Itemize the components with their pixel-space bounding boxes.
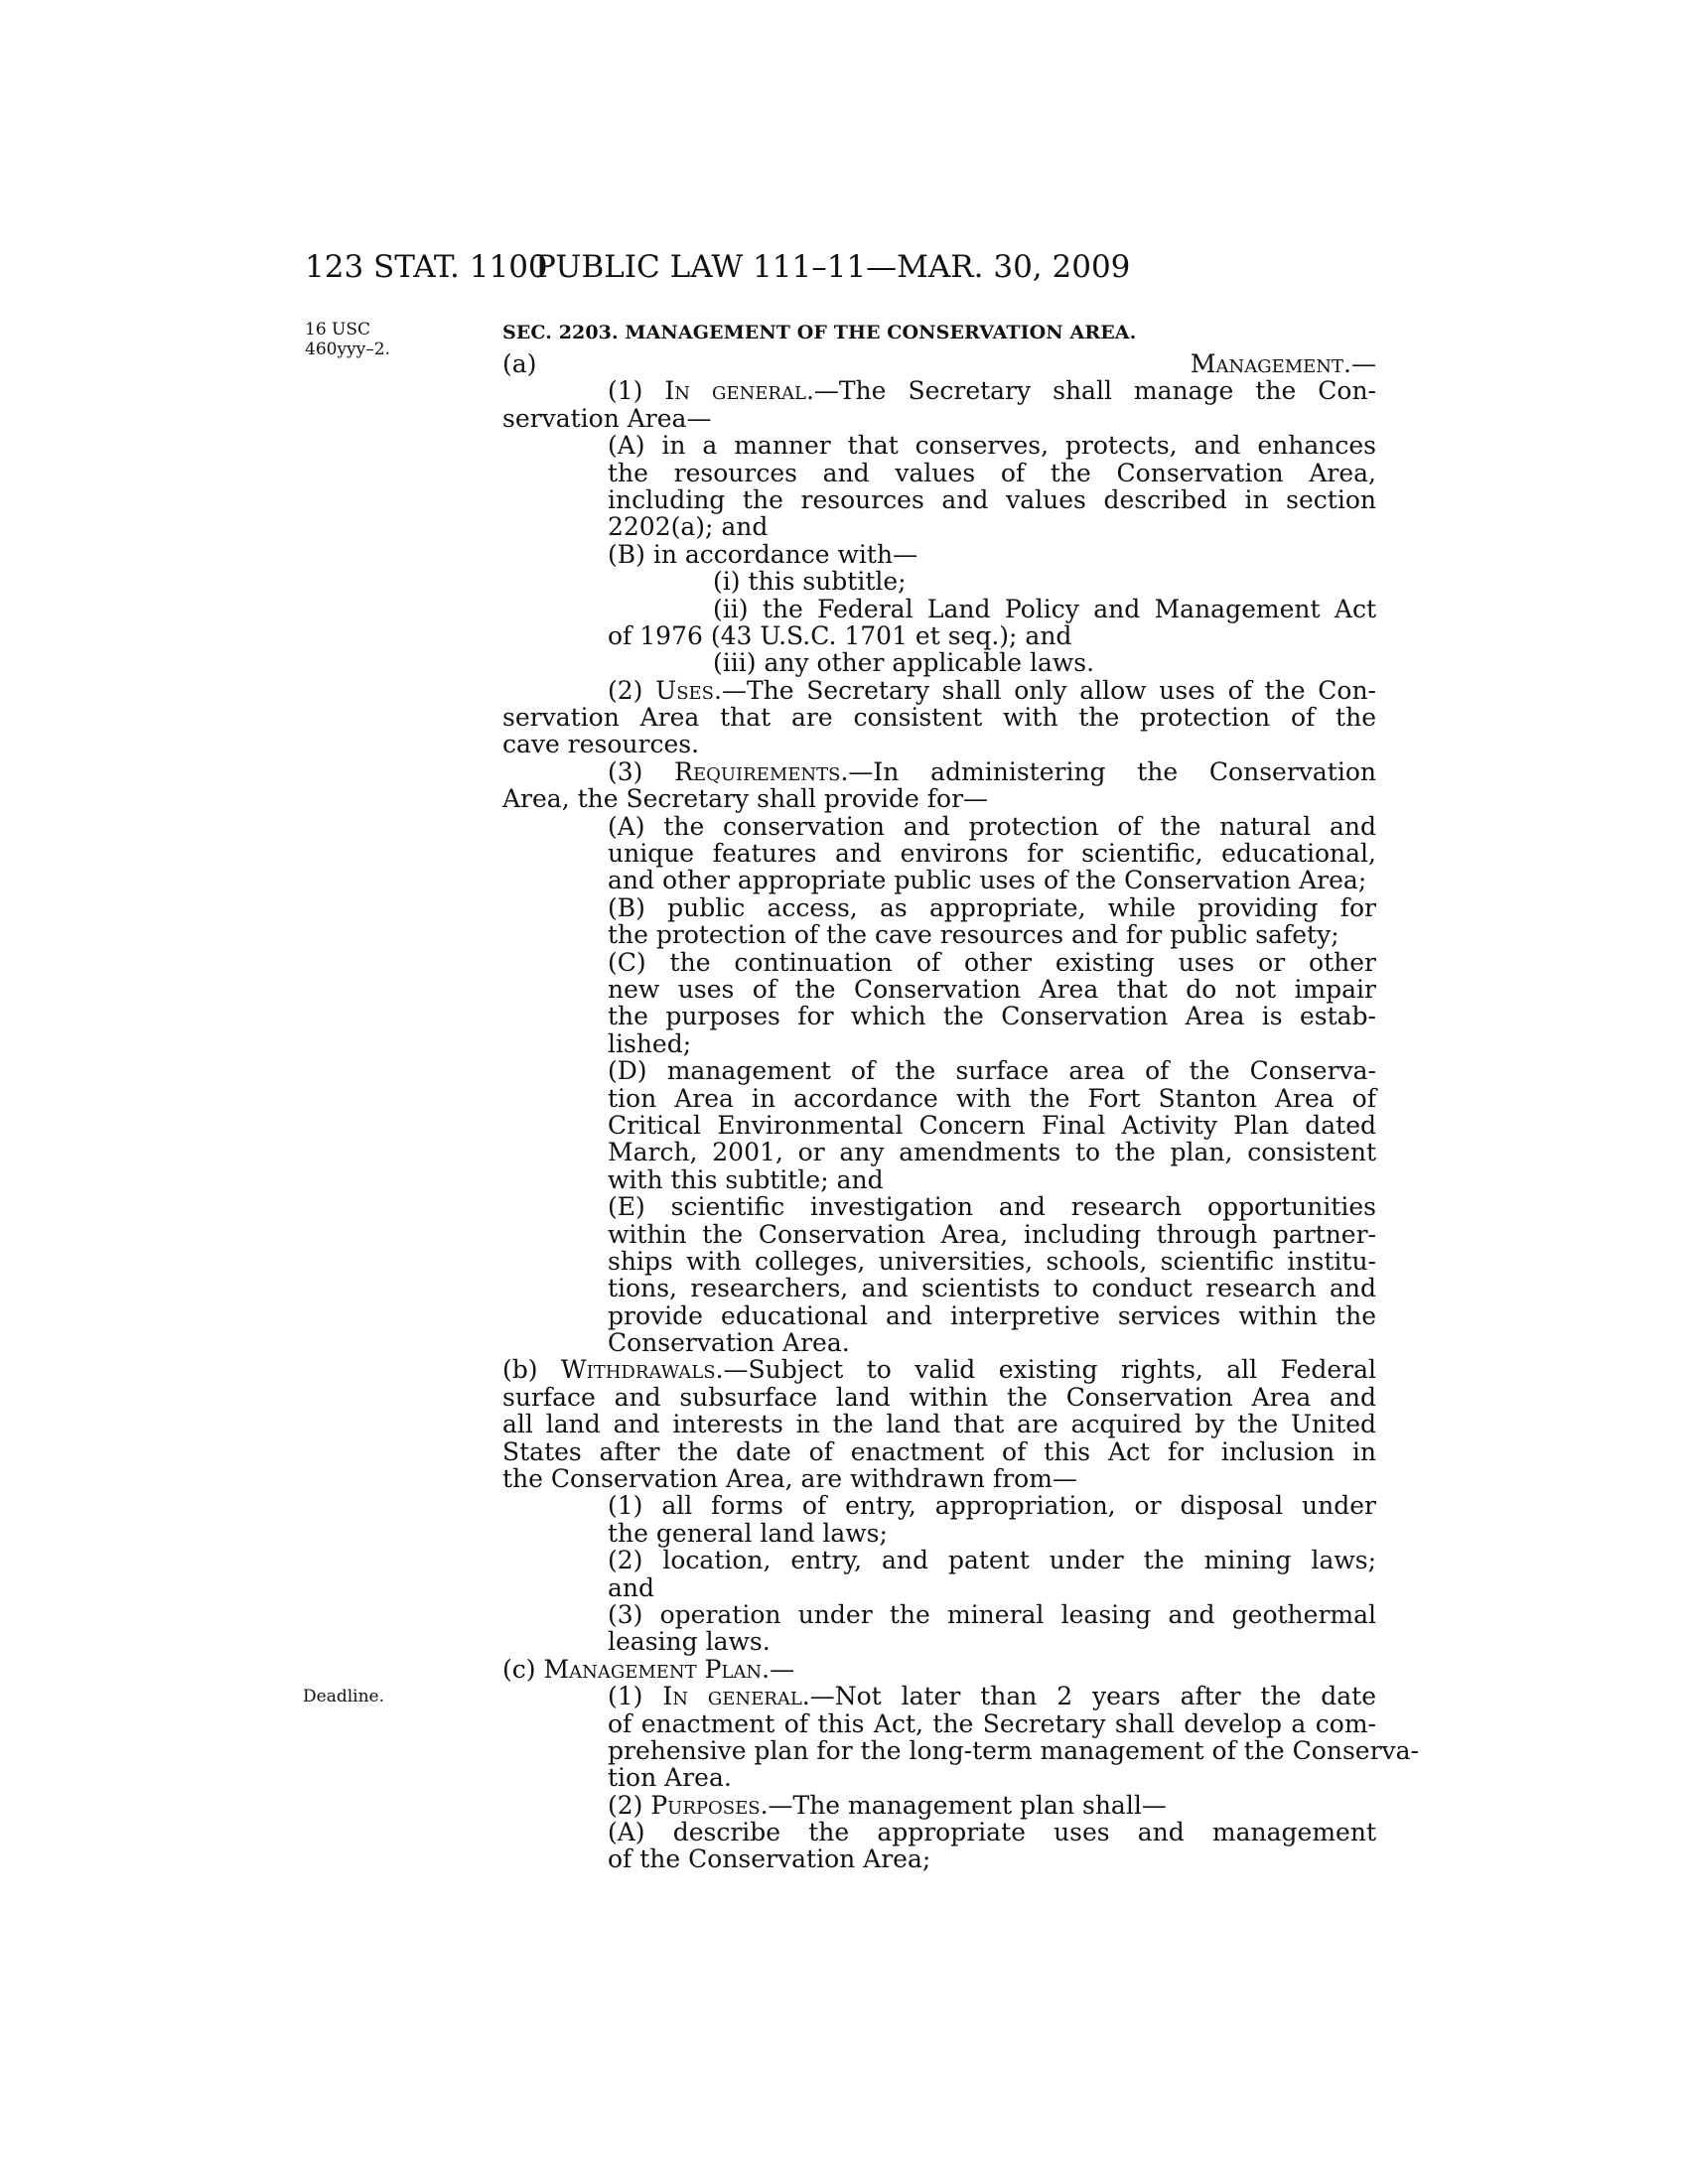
text-line: of the Conservation Area; xyxy=(608,1844,931,1874)
text-line: provide educational and interpretive services within the xyxy=(608,1300,1376,1330)
paragraph-heading: Purposes xyxy=(650,1790,761,1820)
text-line: (C) the continuation of other existing uses or other xyxy=(608,947,1376,977)
text-line: the Conservation Area, are withdrawn from— xyxy=(502,1464,1077,1494)
text-line: (ii) the Federal Land Policy and Management Act xyxy=(713,594,1376,623)
paragraph-heading: Withdrawals xyxy=(560,1355,716,1385)
text-line: the purposes for which the Conservation Area is estab- xyxy=(608,1002,1376,1031)
text-line: 2202(a); and xyxy=(608,512,769,542)
paragraph-label: (1) xyxy=(608,1682,663,1711)
paragraph-heading: Management Plan xyxy=(543,1654,763,1684)
paragraph-label: (3) xyxy=(608,756,675,786)
text-line: (3) operation under the mineral leasing and geothermal xyxy=(608,1599,1376,1629)
page-reference: 123 STAT. 1100 xyxy=(305,249,548,285)
text-line: with this subtitle; and xyxy=(608,1164,884,1194)
text-line: tions, researchers, and scientists to conduct research and xyxy=(608,1274,1376,1303)
paragraph-text: .—Subject to valid existing rights, all Federal xyxy=(715,1355,1376,1385)
text-line: (E) scientific investigation and research opportunities xyxy=(608,1192,1376,1222)
text-line: (B) public access, as appropriate, while providing for xyxy=(608,892,1376,922)
section-heading: SEC. 2203. MANAGEMENT OF THE CONSERVATION AREA. xyxy=(502,322,1137,343)
text-line xyxy=(502,350,1376,377)
text-line: cave resources. xyxy=(502,730,700,759)
text-line: Area, the Secretary shall provide for— xyxy=(502,784,989,814)
section-body xyxy=(502,349,1420,1874)
paragraph-heading: In general xyxy=(664,376,806,406)
text-line: (D) management of the surface area of the Conserva- xyxy=(608,1056,1376,1086)
text-line: Critical Environmental Concern Final Activity Plan dated xyxy=(608,1110,1376,1140)
text-line: leasing laws. xyxy=(608,1627,771,1657)
text-line xyxy=(502,758,1376,785)
text-line: and xyxy=(608,1572,655,1602)
text-line xyxy=(502,1656,1376,1683)
paragraph-heading: Management xyxy=(1190,349,1344,378)
paragraph-label: (1) xyxy=(608,376,665,406)
text-line: (iii) any other applicable laws. xyxy=(713,648,1095,678)
text-line: (B) in accordance with— xyxy=(608,539,918,569)
paragraph-text: .— xyxy=(1343,349,1376,378)
text-line: new uses of the Conservation Area that do not impair xyxy=(608,974,1376,1004)
text-line: States after the date of enactment of this Act for inclusion in xyxy=(502,1436,1376,1466)
running-header xyxy=(305,247,1407,287)
usc-citation-line: 460yyy–2. xyxy=(305,340,390,359)
paragraph-label: (2) xyxy=(608,1790,651,1820)
text-line: including the resources and values described in section xyxy=(608,484,1376,514)
text-line: unique features and environs for scientific, educational, xyxy=(608,839,1376,869)
text-line: the general land laws; xyxy=(608,1518,888,1548)
text-line: tion Area. xyxy=(608,1763,732,1793)
text-line: and other appropriate public uses of the Conservation Area; xyxy=(608,866,1367,895)
text-line: (2) location, entry, and patent under the mining laws; xyxy=(608,1546,1376,1575)
text-line: of enactment of this Act, the Secretary shall develop a com- xyxy=(608,1708,1376,1738)
text-line: (i) this subtitle; xyxy=(713,567,907,597)
paragraph-label: (a) xyxy=(502,349,1191,378)
text-line: servation Area that are consistent with the protection of the xyxy=(502,703,1376,733)
text-line: surface and subsurface land within the Conservation Area and xyxy=(502,1382,1376,1412)
deadline-note: Deadline. xyxy=(303,1687,384,1706)
text-line xyxy=(502,1683,1376,1709)
usc-citation-note xyxy=(305,320,390,359)
paragraph-text: .—The Secretary shall only allow uses of the Con- xyxy=(714,675,1376,705)
text-line xyxy=(502,377,1376,404)
text-line: prehensive plan for the long-term management of the Conserva- xyxy=(608,1735,1420,1765)
text-line: of 1976 (43 U.S.C. 1701 et seq.); and xyxy=(608,620,1072,650)
paragraph-label: (2) xyxy=(608,675,656,705)
text-line: within the Conservation Area, including through partner- xyxy=(608,1219,1376,1249)
paragraph-label: (c) xyxy=(502,1654,544,1684)
paragraph-heading: In general xyxy=(662,1682,802,1711)
paragraph-heading: Requirements xyxy=(674,756,841,786)
usc-citation-line: 16 USC xyxy=(305,320,371,340)
paragraph-text: .— xyxy=(762,1654,795,1684)
text-line: servation Area— xyxy=(502,403,712,433)
text-line: (A) in a manner that conserves, protects, and enhances xyxy=(608,431,1376,461)
text-line: lished; xyxy=(608,1028,692,1058)
paragraph-heading: Uses xyxy=(655,675,715,705)
paragraph-text: .—The management plan shall— xyxy=(760,1790,1167,1820)
text-line: (A) the conservation and protection of the natural and xyxy=(608,811,1376,841)
text-line: the resources and values of the Conservation Area, xyxy=(608,458,1376,487)
text-line: (1) all forms of entry, appropriation, or disposal under xyxy=(608,1491,1376,1521)
text-line: tion Area in accordance with the Fort Stanton Area of xyxy=(608,1083,1376,1113)
text-line: ships with colleges, universities, schools, scientific institu- xyxy=(608,1246,1376,1276)
text-line: Conservation Area. xyxy=(608,1328,850,1358)
text-line xyxy=(502,1792,1376,1819)
text-line: March, 2001, or any amendments to the plan, consistent xyxy=(608,1138,1376,1167)
paragraph-text: .—Not later than 2 years after the date xyxy=(801,1682,1377,1711)
text-line xyxy=(502,677,1376,704)
text-line xyxy=(502,1356,1376,1383)
text-line: (A) describe the appropriate uses and management xyxy=(608,1818,1376,1847)
paragraph-text: .—The Secretary shall manage the Con- xyxy=(805,376,1376,406)
running-title: PUBLIC LAW 111–11—MAR. 30, 2009 xyxy=(535,249,1131,285)
paragraph-label: (b) xyxy=(502,1355,561,1385)
text-line: all land and interests in the land that are acquired by the United xyxy=(502,1410,1376,1439)
paragraph-text: .—In administering the Conservation xyxy=(840,756,1376,786)
text-line: the protection of the cave resources and for public safety; xyxy=(608,920,1339,950)
